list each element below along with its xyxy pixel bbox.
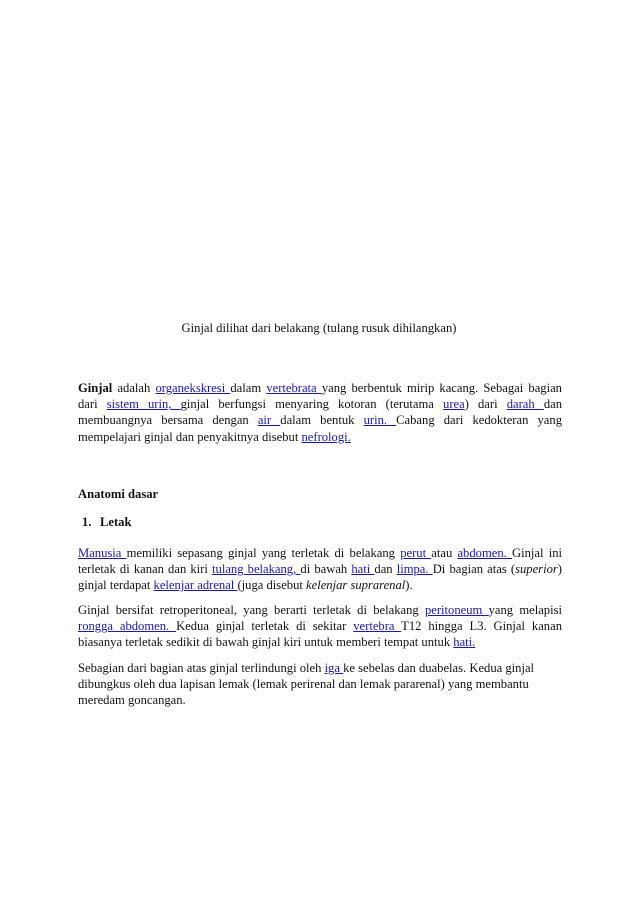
paragraph-letak-1 (78, 545, 562, 594)
link-darah[interactable]: darah (506, 397, 544, 412)
link-peritoneum[interactable]: peritoneum (424, 603, 489, 617)
link-vertebra[interactable]: vertebra (353, 619, 402, 634)
text-segment: dibungkus oleh dua lapisan lemak (lemak perirenal dan lemak pararenal) yang membantu (78, 677, 529, 692)
subsection-title: Letak (100, 515, 132, 529)
text-segment: adalah (112, 381, 156, 395)
text-segment: dalam (230, 381, 267, 395)
intro-paragraph (78, 380, 562, 445)
link-sistem-urin[interactable]: sistem urin, (106, 397, 181, 412)
link-vertebrata[interactable]: vertebrata (266, 381, 322, 395)
text-segment: dan membuangnya bersama dengan (78, 397, 562, 428)
text-segment: yang berbentuk mirip kacang. Sebagai bagian dari (78, 381, 562, 412)
text-segment: Cabang dari kedokteran yang mempelajari ginjal dan penyakitnya disebut (78, 413, 562, 444)
text-segment: T12 hingga L3. Ginjal kanan biasanya terletak sedikit di bawah ginjal kiri untuk memberi tempat untuk (78, 619, 562, 650)
text-segment: (juga disebut (237, 578, 307, 593)
paragraph-letak-2 (78, 602, 562, 651)
section-heading: Anatomi dasar (78, 487, 159, 501)
link-manusia[interactable]: Manusia (78, 546, 127, 560)
link-kelenjar-adrenal[interactable]: kelenjar adrenal (153, 578, 238, 593)
link-urin[interactable]: urin. (363, 413, 397, 428)
term-kelenjar-suprarenal: kelenjar suprarenal (306, 578, 406, 593)
subsection-heading (82, 514, 131, 530)
text-segment: memiliki sepasang ginjal yang terletak di belakang (126, 546, 401, 560)
term-superior: superior (515, 562, 558, 577)
figure-caption: Ginjal dilihat dari belakang (tulang rusuk dihilangkan) (181, 321, 457, 335)
link-air[interactable]: air (257, 413, 281, 428)
text-segment: ) dari (464, 397, 507, 412)
link-abdomen[interactable]: abdomen. (457, 546, 512, 560)
link-rongga-abdomen[interactable]: rongga abdomen. (78, 619, 177, 634)
text-segment: di bawah (300, 562, 352, 577)
text-segment: Kedua ginjal terletak di sekitar (176, 619, 354, 634)
subsection-number: 1. (82, 515, 92, 529)
text-segment: dan (374, 562, 397, 577)
link-hati[interactable]: hati (351, 562, 375, 577)
text-segment: dalam bentuk (280, 413, 364, 428)
link-hati[interactable]: hati. (453, 635, 476, 650)
text-segment: Di bagian atas ( (432, 562, 516, 577)
text-segment: meredam goncangan. (78, 693, 186, 708)
link-nefrologi[interactable]: nefrologi. (301, 429, 351, 444)
term-ginjal: Ginjal (78, 381, 113, 395)
text-segment: ginjal berfungsi menyaring kotoran (terutama (180, 397, 444, 412)
link-iga[interactable]: iga (324, 661, 344, 675)
text-segment: Ginjal bersifat retroperitoneal, yang berarti terletak di belakang (78, 603, 425, 617)
link-limpa[interactable]: limpa. (396, 562, 433, 577)
text-segment: atau (431, 546, 458, 560)
text-segment: ke sebelas dan duabelas. Kedua ginjal (343, 661, 535, 675)
text-segment: yang melapisi (488, 603, 562, 617)
text-segment: ). (405, 578, 413, 593)
text-segment: Sebagian dari bagian atas ginjal terlindungi oleh (78, 661, 325, 675)
text-segment: ) ginjal terdapat (78, 562, 562, 593)
link-tulang-belakang[interactable]: tulang belakang, (212, 562, 301, 577)
link-organekskresi[interactable]: organekskresi (155, 381, 231, 395)
paragraph-letak-3 (78, 660, 562, 709)
text-segment: Ginjal ini terletak di kanan dan kiri (78, 546, 562, 577)
link-urea[interactable]: urea (443, 397, 465, 412)
link-perut[interactable]: perut (400, 546, 432, 560)
